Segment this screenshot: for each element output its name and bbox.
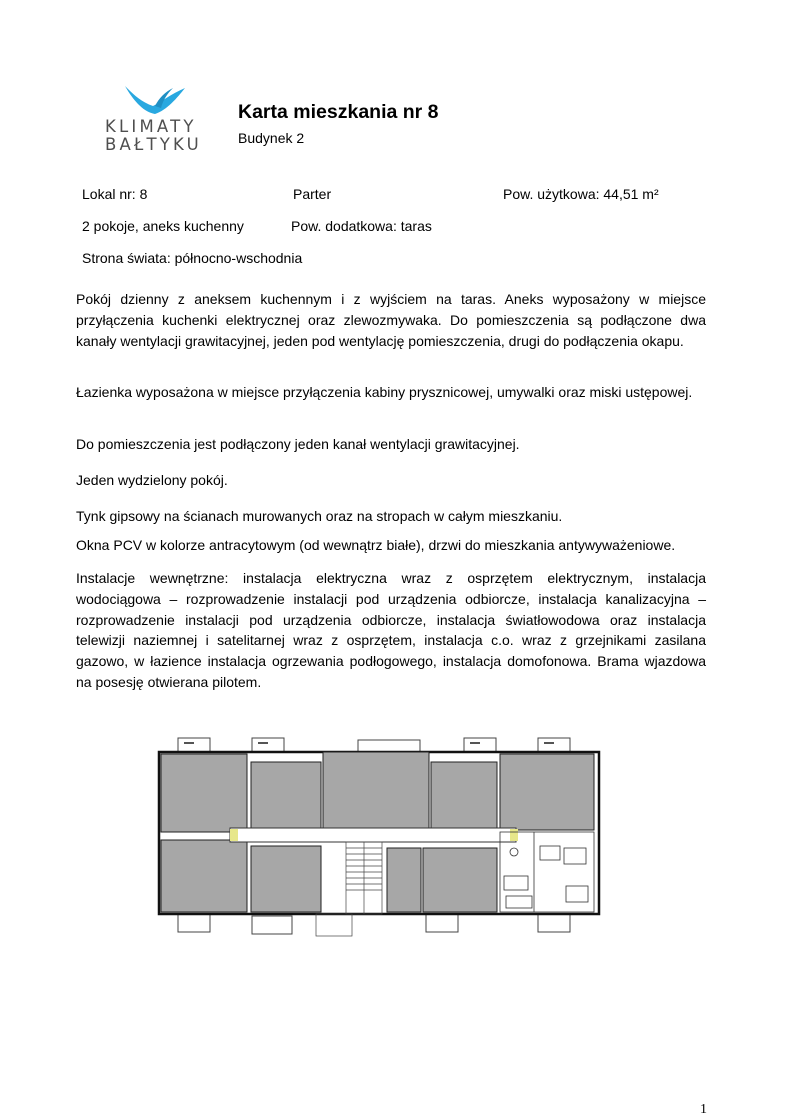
windows-note: Okna PCV w kolorze antracytowym (od wewnątrz białe), drzwi do mieszkania antywyważeniowe.: [76, 537, 676, 553]
bedroom-note: Jeden wydzielony pokój.: [76, 472, 228, 488]
company-logo: [103, 84, 213, 158]
ventilation-note: Do pomieszczenia jest podłączony jeden kanał wentylacji grawitacyjnej.: [76, 436, 520, 452]
living-room-description: Pokój dzienny z aneksem kuchennym i z wyjściem na taras. Aneks wyposażony w miejsce przyłączenia kuchenki elektrycznej oraz zlewozmywaka. Do pomieszczenia są podłączone dwa kanały wentylacji grawitacyjnej, jeden pod wentylację pomieszczenia, drugi do podłączenia okapu.: [76, 291, 706, 349]
logo-text-line2: BAŁTYKU: [105, 135, 202, 154]
extra-area: Pow. dodatkowa: taras: [291, 218, 432, 234]
bathroom-description: Łazienka wyposażona w miejsce przyłączenia kabiny prysznicowej, umywalki oraz miski ustępowej.: [76, 384, 693, 400]
room-count: 2 pokoje, aneks kuchenny: [82, 218, 244, 234]
page-number: 1: [700, 1102, 707, 1117]
page-title: Karta mieszkania nr 8: [238, 101, 439, 123]
unit-number: Lokal nr: 8: [82, 186, 148, 202]
building-label: Budynek 2: [238, 130, 305, 146]
floor-level: Parter: [293, 186, 332, 202]
logo-text-line1: KLIMATY: [105, 117, 197, 136]
floor-plan-icon: [154, 736, 604, 946]
orientation: Strona świata: północno-wschodnia: [82, 250, 303, 266]
seagull-logo-icon: [103, 84, 213, 116]
usable-area: Pow. użytkowa: 44,51 m²: [503, 186, 659, 202]
plaster-note: Tynk gipsowy na ścianach murowanych oraz na stropach w całym mieszkaniu.: [76, 508, 563, 524]
installations-description: Instalacje wewnętrzne: instalacja elektryczna wraz z osprzętem elektrycznym, instalacja wodociągowa – rozprowadzenie instalacji pod urządzenia odbiorcze, instalacja kanalizacyjna – rozprowadzenie instalacji pod urządzenia odbiorcze, instalacja światłowodowa oraz instalacja telewizji naziemnej i satelitarnej wraz z osprzętem, instalacja c.o. wraz z grzejnikami zasilana gazowo, w łazience instalacja ogrzewania podłogowego, instalacja domofonowa. Brama wjazdowa na posesję otwierana pilotem.: [76, 570, 706, 690]
floor-plan: [154, 736, 604, 946]
